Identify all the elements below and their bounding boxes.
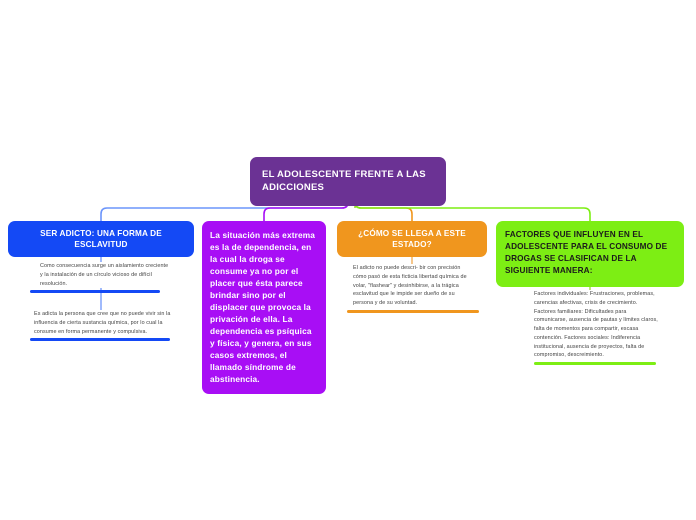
branch-node-factores-label-soft: CLASIFICAN DE LA SIGUIENTE MANERA: — [505, 254, 637, 276]
branch-node-como-se-llega[interactable] — [337, 221, 487, 257]
leaf-ser-adicto-1-text: Como consecuencia surge un aislamiento creciente y la instalación de un círculo vicioso de difícil resolución. — [40, 263, 169, 287]
branch-node-situacion-extrema-label: La situación más extrema es la de dependencia, en la cual la droga se consume ya no por el placer que ésta parece brindar sino por el displacer que provoca la privación de ella. La dependencia es psíquica y física, y genera, en sus casos extremos, el llamado síndrome de abstinencia. — [210, 230, 316, 385]
leaf-como-se-llega-1 — [353, 264, 471, 313]
branch-node-ser-adicto-label: SER ADICTO: UNA FORMA DE ESCLAVITUD — [40, 229, 162, 250]
branch-node-factores-label-strong: FACTORES QUE INFLUYEN EN EL ADOLESCENTE PARA EL CONSUMO DE DROGAS SE — [505, 230, 668, 264]
branch-node-ser-adicto[interactable] — [8, 221, 194, 257]
branch-node-como-se-llega-label: ¿CÓMO SE LLEGA A ESTE ESTADO? — [358, 229, 466, 250]
leaf-ser-adicto-1-underline — [30, 290, 160, 293]
leaf-ser-adicto-2-underline — [30, 338, 170, 341]
root-node-title[interactable] — [250, 157, 446, 206]
branch-node-factores[interactable] — [496, 221, 684, 287]
leaf-ser-adicto-1 — [40, 262, 172, 293]
leaf-ser-adicto-2-text: Es adicta la persona que cree que no puede vivir sin la influencia de cierta sustancia química, por lo cual la consume en forma permanente y compulsiva. — [34, 311, 171, 335]
leaf-como-se-llega-1-text: El adicto no puede descri- bir con precisión cómo pasó de esta ficticia libertad química de volar, "flashear" y desinhibirse, a la trágica esclavitud que le impide ser dueño de su persona y de su voluntad. — [353, 265, 467, 306]
leaf-ser-adicto-2 — [34, 310, 174, 341]
branch-node-situacion-extrema[interactable] — [202, 221, 326, 394]
leaf-factores-1 — [534, 290, 658, 365]
leaf-factores-1-text: Factores individuales: Frustraciones, problemas, carencias afectivas, crisis de crecimiento. Factores familiares: Dificultades para comunicarse, ausencia de pautas y límites claros, falta de momentos para compartir, escasa contención. Factores sociales: Indiferencia institucional, ausencia de proyectos, falta de compromiso, descreimiento. — [534, 291, 658, 359]
leaf-como-se-llega-1-underline — [347, 310, 479, 313]
leaf-factores-1-underline — [534, 362, 656, 365]
root-node-label: EL ADOLESCENTE FRENTE A LAS ADICCIONES — [262, 169, 426, 194]
